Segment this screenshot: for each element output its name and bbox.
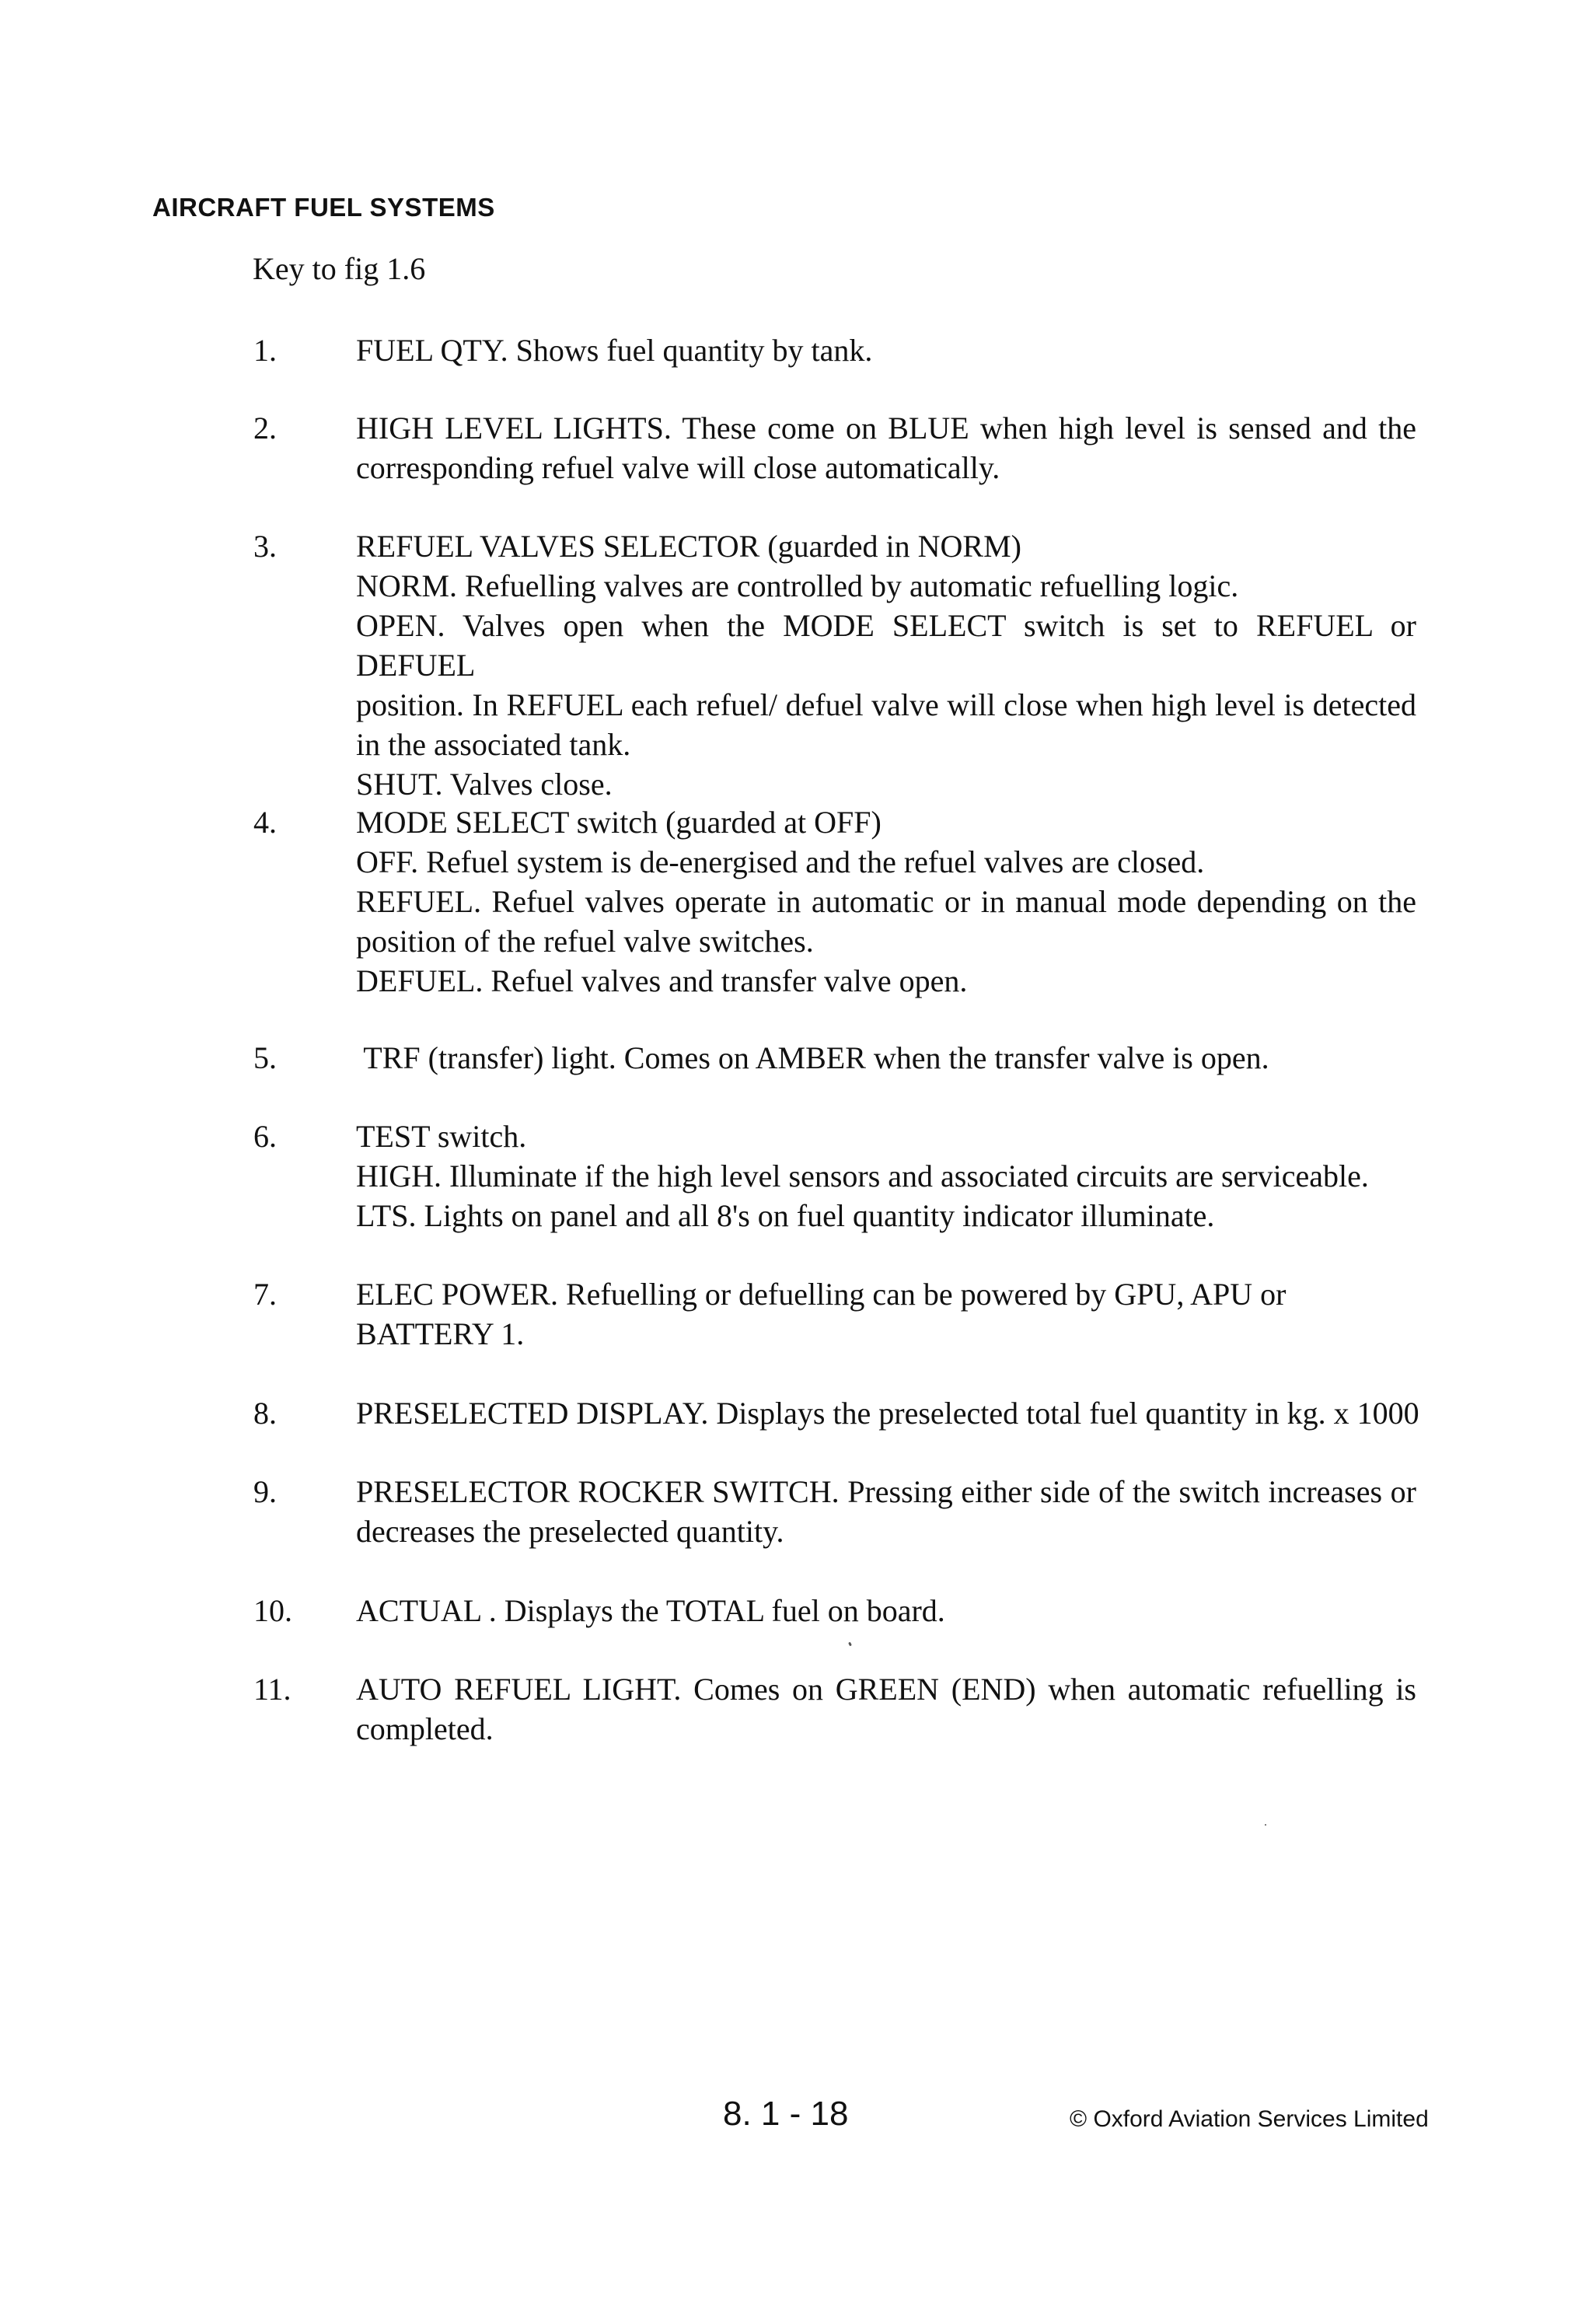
item-line: OFF. Refuel system is de-energised and the refuel valves are closed. xyxy=(356,844,1205,879)
copyright-notice: © Oxford Aviation Services Limited xyxy=(1070,2106,1429,2132)
item-text xyxy=(356,330,1416,370)
item-number: 9. xyxy=(253,1474,277,1509)
item-line: DEFUEL. Refuel valves and transfer valve open. xyxy=(356,963,968,998)
figure-key-subtitle: Key to fig 1.6 xyxy=(253,251,426,286)
item-number: 10. xyxy=(253,1593,292,1628)
item-line: corresponding refuel valve will close automatically. xyxy=(356,450,1000,485)
item-text xyxy=(356,408,1416,488)
item-text xyxy=(356,1117,1416,1235)
item-text xyxy=(356,1393,1419,1433)
scan-speck xyxy=(848,1642,852,1647)
item-line: OPEN. Valves open when the MODE SELECT switch is set to REFUEL or DEFUEL xyxy=(356,608,1416,683)
page-number: 8. 1 - 18 xyxy=(723,2095,849,2133)
item-line: SHUT. Valves close. xyxy=(356,767,613,802)
item-line: PRESELECTED DISPLAY. Displays the preselected total fuel quantity in kg. x 1000 xyxy=(356,1396,1419,1431)
item-number: 5. xyxy=(253,1040,277,1075)
item-number: 4. xyxy=(253,805,277,840)
item-line: TEST switch. xyxy=(356,1119,527,1154)
item-text xyxy=(356,1274,1416,1354)
item-line: NORM. Refuelling valves are controlled by automatic refuelling logic. xyxy=(356,568,1239,603)
item-line: REFUEL. Refuel valves operate in automatic or in manual mode depending on the xyxy=(356,884,1416,919)
item-line: position of the refuel valve switches. xyxy=(356,924,814,959)
item-number: 3. xyxy=(253,529,277,564)
item-number: 7. xyxy=(253,1277,277,1312)
item-line: FUEL QTY. Shows fuel quantity by tank. xyxy=(356,333,873,368)
item-number: 2. xyxy=(253,411,277,446)
item-line: REFUEL VALVES SELECTOR (guarded in NORM) xyxy=(356,529,1021,564)
item-number: 11. xyxy=(253,1672,292,1707)
item-text xyxy=(356,1472,1416,1551)
item-line: in the associated tank. xyxy=(356,727,631,762)
item-line: ACTUAL . Displays the TOTAL fuel on board. xyxy=(356,1593,945,1628)
item-line: ELEC POWER. Refuelling or defuelling can be powered by GPU, APU or xyxy=(356,1277,1287,1312)
item-line: position. In REFUEL each refuel/ defuel valve will close when high level is detected xyxy=(356,687,1416,722)
item-text xyxy=(356,1038,1416,1078)
item-line: decreases the preselected quantity. xyxy=(356,1514,784,1549)
item-text xyxy=(356,802,1416,1001)
item-text xyxy=(356,1591,1416,1630)
item-line: LTS. Lights on panel and all 8's on fuel quantity indicator illuminate. xyxy=(356,1198,1215,1233)
item-number: 6. xyxy=(253,1119,277,1154)
item-line: AUTO REFUEL LIGHT. Comes on GREEN (END) when automatic refuelling is xyxy=(356,1672,1416,1707)
item-line: BATTERY 1. xyxy=(356,1316,525,1351)
item-text xyxy=(356,1669,1416,1749)
item-line: MODE SELECT switch (guarded at OFF) xyxy=(356,805,882,840)
item-text xyxy=(356,526,1416,804)
scan-speck xyxy=(1265,1824,1266,1826)
item-line: completed. xyxy=(356,1711,494,1746)
item-number: 1. xyxy=(253,333,277,368)
section-heading: AIRCRAFT FUEL SYSTEMS xyxy=(152,193,495,222)
item-number: 8. xyxy=(253,1396,277,1431)
item-line: HIGH. Illuminate if the high level sensors and associated circuits are serviceable. xyxy=(356,1159,1369,1193)
item-line: TRF (transfer) light. Comes on AMBER when the transfer valve is open. xyxy=(356,1040,1269,1075)
item-line: HIGH LEVEL LIGHTS. These come on BLUE when high level is sensed and the xyxy=(356,411,1416,446)
item-line: PRESELECTOR ROCKER SWITCH. Pressing either side of the switch increases or xyxy=(356,1474,1416,1509)
